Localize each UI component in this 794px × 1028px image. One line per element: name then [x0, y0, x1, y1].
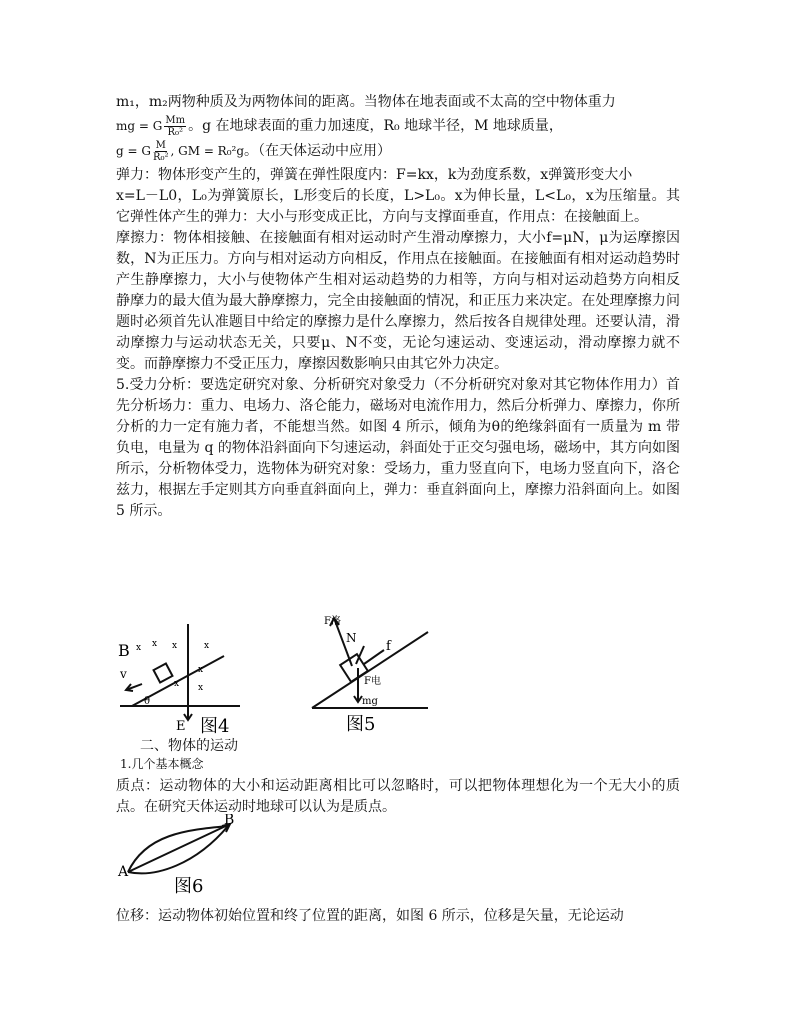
particle-paragraph: 质点：运动物体的大小和运动距离相比可以忽略时，可以把物体理想化为一个无大小的质点。在研究天体运动时地球可以认为是质点。 [116, 778, 680, 815]
fraction-numerator: M [155, 140, 166, 151]
gm-equation: , GM = R₀²g [170, 144, 245, 158]
label-B: B [224, 814, 235, 828]
g-formula-row [116, 140, 680, 163]
x-mark: x [172, 641, 178, 651]
x-mark: x [174, 679, 180, 689]
gravity-fraction-2 [153, 140, 169, 163]
fraction-denominator: R₀² [167, 127, 183, 138]
displacement-paragraph: 位移：运动物体初始位置和终了位置的距离，如图 6 所示，位移是矢量，无论运动 [116, 908, 624, 924]
figure-5-diagram [300, 606, 432, 736]
label-F-dian: F电 [364, 676, 381, 687]
label-E: E [176, 719, 186, 734]
gravity-line-3-note: 。（在天体运动中应用） [244, 143, 392, 159]
label-A: A [118, 864, 129, 880]
elastic-paragraph-1: 弹力：物体形变产生的，弹簧在弹性限度内：F=kx，k为劲度系数，x弹簧形变大小 [116, 167, 633, 183]
label-v: v [120, 667, 127, 681]
label-mg: mg [362, 696, 378, 707]
figure-6-caption: 图6 [174, 876, 204, 894]
gravity-line-1: m₁，m₂两物种质及为两物体间的距离。当物体在地表面或不太高的空中物体重力 [116, 94, 616, 110]
label-B: B [118, 641, 130, 660]
mg-formula-lhs: mg = G [116, 119, 163, 133]
x-mark: x [204, 641, 210, 651]
x-mark: x [136, 643, 142, 653]
label-theta: θ [144, 696, 151, 707]
x-mark: x [198, 665, 204, 675]
block-icon [154, 664, 173, 683]
force-analysis-paragraph: 5.受力分析：要选定研究对象、分析研究对象受力（不分析研究对象对其它物体作用力）首先分析场力：重力、电场力、洛仑能力，磁场对电流作用力，然后分析弹力、摩擦力，你所分析的力一定有施力者，不能想当然。如图 4 所示，倾角为θ的绝缘斜面有一质量为 m 带负电，电量为 q 的物体沿斜面向下匀速运动，斜面处于正交匀强电场，磁场中，其方向如图所示，分析物体受力，选物体为研究对象：受场力，重力竖直向下，电场力竖直向下，洛仑兹力，根据左手定则其方向垂直斜面向上，弹力：垂直斜面向上，摩擦力沿斜面向上。如图 5 所示。 [116, 377, 680, 519]
figure-4-diagram [116, 620, 246, 738]
figure-4-caption: 图4 [200, 716, 230, 737]
x-mark: x [152, 639, 158, 649]
x-mark: x [198, 683, 204, 693]
friction-paragraph: 摩擦力：物体相接触、在接触面有相对运动时产生滑动摩擦力，大小f=μN，μ为运摩擦因数，N为正压力。方向与相对运动方向相反，作用点在接触面。在接触面有相对运动趋势时产生静摩擦力，大小与使物体产生相对运动趋势的力相等，方向与相对运动趋势方向相反 静摩力的最大值为最大静摩擦力，完全由接触面的情况，和正压力来决定。在处理摩擦力问题时必须首先认准题目中给定的摩擦力是什么摩擦力，然后按各自规律处理。还要认清，滑动摩擦力与运动状态无关，只要μ、N不变，无论匀速运动、变速运动，滑动摩擦力就不变。而静摩擦力不受正压力，摩擦因数影响只由其它外力决定。 [116, 230, 680, 372]
label-F-luo: F洛 [324, 616, 341, 627]
label-f: f [386, 639, 391, 654]
elastic-paragraph-2: x=L－L0，L₀为弹簧原长，L形变后的长度，L>L₀。x为伸长量，L<L₀，x为压缩量。其它弹性体产生的弹力：大小与形变成正比，方向与支撑面垂直，作用点：在接触面上。 [116, 188, 680, 225]
subsection-1-title: 1.几个基本概念 [120, 757, 204, 771]
fraction-denominator: R₀² [152, 152, 169, 163]
g-formula-lhs: g = G [116, 144, 151, 158]
gravity-fraction-1 [164, 115, 186, 138]
gravity-line-2: 。g 在地球表面的重力加速度，R₀ 地球半径，M 地球质量， [188, 118, 563, 134]
gravity-formula-row [116, 115, 680, 138]
label-N: N [346, 631, 357, 645]
figure-5-caption: 图5 [346, 714, 376, 735]
document-page [116, 92, 680, 522]
section-2-title: 二、物体的运动 [140, 738, 238, 754]
fraction-numerator: Mm [165, 115, 186, 126]
figure-6-diagram [116, 814, 246, 894]
